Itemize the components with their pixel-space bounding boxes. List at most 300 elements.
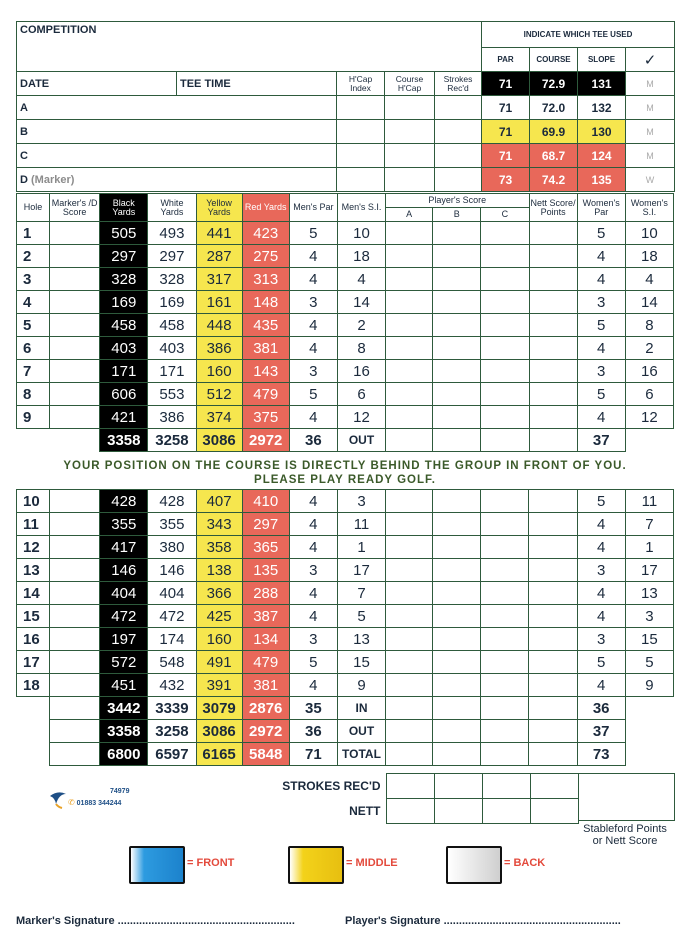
hole-row bbox=[17, 406, 674, 429]
nett-total[interactable] bbox=[530, 799, 578, 824]
player-c-heading: C bbox=[481, 208, 529, 222]
white-tee-par: 71 bbox=[482, 96, 530, 120]
womens-par: 3 bbox=[577, 360, 625, 383]
player-b-name[interactable]: B bbox=[17, 120, 337, 144]
competition-field[interactable]: COMPETITION bbox=[17, 22, 482, 72]
score-a-cell[interactable] bbox=[386, 674, 433, 697]
womens-par: 3 bbox=[577, 628, 625, 651]
mens-si: 8 bbox=[337, 337, 385, 360]
score-b-cell[interactable] bbox=[433, 222, 481, 245]
black-yards: 297 bbox=[100, 245, 148, 268]
total-blank bbox=[625, 720, 673, 743]
marker-score-cell[interactable] bbox=[50, 674, 100, 697]
score-a-cell[interactable] bbox=[386, 605, 433, 628]
nett-score-cell[interactable] bbox=[529, 360, 577, 383]
white-yards: 386 bbox=[148, 406, 196, 429]
nett-score-cell[interactable] bbox=[529, 268, 577, 291]
womens-si: 7 bbox=[625, 513, 673, 536]
player-c-hcap[interactable] bbox=[337, 144, 385, 168]
strokes-recd-heading: Strokes Rec'd bbox=[435, 72, 482, 96]
womens-si: 3 bbox=[625, 605, 673, 628]
womens-par: 4 bbox=[577, 674, 625, 697]
total-nett[interactable] bbox=[529, 697, 577, 720]
nett-score-cell[interactable] bbox=[529, 651, 577, 674]
out-score-c[interactable] bbox=[481, 429, 529, 452]
score-a-cell[interactable] bbox=[386, 383, 433, 406]
date-field[interactable]: DATE bbox=[17, 72, 177, 96]
mens-si: 14 bbox=[337, 291, 385, 314]
out-yellow-yards: 3086 bbox=[196, 429, 242, 452]
total-black-yards: 6800 bbox=[100, 743, 148, 766]
hole-row bbox=[17, 268, 674, 291]
score-a-cell[interactable] bbox=[386, 628, 433, 651]
red-yards: 134 bbox=[242, 628, 289, 651]
yellow-yards: 160 bbox=[196, 628, 242, 651]
womens-si: 2 bbox=[625, 337, 673, 360]
mens-si: 12 bbox=[337, 406, 385, 429]
mens-si: 11 bbox=[337, 513, 385, 536]
message-line-2: PLEASE PLAY READY GOLF. bbox=[254, 474, 436, 486]
hole-number: 13 bbox=[17, 559, 50, 582]
stableford-box[interactable] bbox=[578, 773, 675, 821]
score-a-cell[interactable] bbox=[386, 513, 433, 536]
yellow-yards: 512 bbox=[196, 383, 242, 406]
player-c-name[interactable]: C bbox=[17, 144, 337, 168]
yellow-yards: 287 bbox=[196, 245, 242, 268]
total-marker-cell[interactable] bbox=[50, 697, 100, 720]
white-yards: 380 bbox=[148, 536, 196, 559]
red-yards: 143 bbox=[242, 360, 289, 383]
marker-score-cell[interactable] bbox=[50, 383, 100, 406]
marker-score-cell[interactable] bbox=[50, 559, 100, 582]
score-c-cell[interactable] bbox=[481, 536, 529, 559]
red-women-tee-course: 74.2 bbox=[530, 168, 578, 192]
header-table bbox=[16, 21, 675, 192]
hole-number: 18 bbox=[17, 674, 50, 697]
nett-score-cell[interactable] bbox=[529, 406, 577, 429]
marker-score-cell[interactable] bbox=[50, 222, 100, 245]
nett-c[interactable] bbox=[482, 799, 530, 824]
black-yards: 404 bbox=[100, 582, 148, 605]
total-womens-par: 37 bbox=[577, 720, 625, 743]
total-womens-par: 36 bbox=[577, 697, 625, 720]
womens-par: 4 bbox=[577, 245, 625, 268]
tee-time-field[interactable]: TEE TIME bbox=[177, 72, 337, 96]
score-c-cell[interactable] bbox=[481, 406, 529, 429]
nett-score-heading: Nett Score/ Points bbox=[529, 194, 577, 222]
marker-score-cell[interactable] bbox=[50, 360, 100, 383]
total-blank bbox=[625, 697, 673, 720]
player-a-course-hcap[interactable] bbox=[385, 96, 435, 120]
yellow-yards: 448 bbox=[196, 314, 242, 337]
total-score-b[interactable] bbox=[433, 720, 481, 743]
yellow-tee-select[interactable]: M bbox=[626, 120, 675, 144]
logo-phone: ✆ 01883 344244 bbox=[68, 798, 122, 807]
player-a-heading: A bbox=[386, 208, 433, 222]
hole-number: 4 bbox=[17, 291, 50, 314]
total-blank bbox=[17, 743, 50, 766]
total-blank bbox=[17, 697, 50, 720]
score-c-cell[interactable] bbox=[481, 559, 529, 582]
score-b-cell[interactable] bbox=[433, 406, 481, 429]
womens-si: 6 bbox=[625, 383, 673, 406]
red-yards-heading: Red Yards bbox=[242, 194, 289, 222]
marker-score-cell[interactable] bbox=[50, 406, 100, 429]
black-yards: 197 bbox=[100, 628, 148, 651]
nett-score-cell[interactable] bbox=[529, 337, 577, 360]
total-row bbox=[17, 697, 674, 720]
score-a-cell[interactable] bbox=[386, 360, 433, 383]
marker-score-cell[interactable] bbox=[50, 605, 100, 628]
mens-par: 3 bbox=[289, 360, 337, 383]
mens-par: 4 bbox=[289, 490, 337, 513]
hole-number: 3 bbox=[17, 268, 50, 291]
hole-row bbox=[17, 674, 674, 697]
mens-par-heading: Men's Par bbox=[289, 194, 337, 222]
nett-score-cell[interactable] bbox=[529, 582, 577, 605]
hole-number: 12 bbox=[17, 536, 50, 559]
black-yards: 505 bbox=[100, 222, 148, 245]
black-yards: 171 bbox=[100, 360, 148, 383]
total-womens-par: 73 bbox=[577, 743, 625, 766]
nett-score-cell[interactable] bbox=[529, 605, 577, 628]
strokes-recd-nett[interactable] bbox=[530, 774, 578, 799]
strokes-recd-label: STROKES REC'D bbox=[282, 779, 381, 793]
white-yards: 355 bbox=[148, 513, 196, 536]
red-yards: 288 bbox=[242, 582, 289, 605]
check-icon: ✓ bbox=[626, 48, 675, 72]
marker-score-cell[interactable] bbox=[50, 628, 100, 651]
nett-score-cell[interactable] bbox=[529, 559, 577, 582]
hole-number: 17 bbox=[17, 651, 50, 674]
mens-si: 2 bbox=[337, 314, 385, 337]
womens-par: 4 bbox=[577, 406, 625, 429]
mens-par: 4 bbox=[289, 605, 337, 628]
strokes-recd-c[interactable] bbox=[482, 774, 530, 799]
womens-si: 1 bbox=[625, 536, 673, 559]
black-yards: 328 bbox=[100, 268, 148, 291]
score-b-cell[interactable] bbox=[433, 559, 481, 582]
womens-si: 17 bbox=[625, 559, 673, 582]
score-b-cell[interactable] bbox=[433, 360, 481, 383]
score-c-cell[interactable] bbox=[481, 222, 529, 245]
black-yards: 146 bbox=[100, 559, 148, 582]
mens-si: 6 bbox=[337, 383, 385, 406]
total-score-a[interactable] bbox=[386, 720, 433, 743]
marker-signature-line[interactable]: Marker's Signature .......................................................... bbox=[16, 915, 295, 927]
white-yards-heading: White Yards bbox=[148, 194, 196, 222]
score-b-cell[interactable] bbox=[433, 383, 481, 406]
marker-score-heading: Marker's /D Score bbox=[50, 194, 100, 222]
hole-number: 7 bbox=[17, 360, 50, 383]
message-line-1: YOUR POSITION ON THE COURSE IS DIRECTLY BEHIND THE GROUP IN FRONT OF YOU. bbox=[63, 460, 627, 472]
score-b-cell[interactable] bbox=[433, 291, 481, 314]
nett-score-cell[interactable] bbox=[529, 314, 577, 337]
marker-score-cell[interactable] bbox=[50, 291, 100, 314]
marker-score-cell[interactable] bbox=[50, 268, 100, 291]
total-score-a[interactable] bbox=[386, 697, 433, 720]
score-b-cell[interactable] bbox=[433, 337, 481, 360]
hole-row bbox=[17, 383, 674, 406]
hole-row bbox=[17, 628, 674, 651]
score-c-cell[interactable] bbox=[481, 582, 529, 605]
white-tee-select[interactable]: M bbox=[626, 96, 675, 120]
score-c-cell[interactable] bbox=[481, 674, 529, 697]
white-tee-slope: 132 bbox=[578, 96, 626, 120]
player-signature-line[interactable]: Player's Signature .......................................................... bbox=[345, 915, 621, 927]
player-b-heading: B bbox=[433, 208, 481, 222]
mens-par: 4 bbox=[289, 314, 337, 337]
nett-score-cell[interactable] bbox=[529, 628, 577, 651]
hole-row bbox=[17, 490, 674, 513]
out-score-a[interactable] bbox=[386, 429, 433, 452]
hole-number: 11 bbox=[17, 513, 50, 536]
yellow-yards: 161 bbox=[196, 291, 242, 314]
black-tee-select[interactable]: M bbox=[626, 72, 675, 96]
total-red-yards: 2876 bbox=[242, 697, 289, 720]
mens-si: 9 bbox=[337, 674, 385, 697]
hole-number: 9 bbox=[17, 406, 50, 429]
red-men-tee-select[interactable]: M bbox=[626, 144, 675, 168]
score-c-cell[interactable] bbox=[481, 383, 529, 406]
total-blank bbox=[17, 720, 50, 743]
score-b-cell[interactable] bbox=[433, 245, 481, 268]
player-a-hcap[interactable] bbox=[337, 96, 385, 120]
hole-number: 10 bbox=[17, 490, 50, 513]
total-score-b[interactable] bbox=[433, 697, 481, 720]
score-c-cell[interactable] bbox=[481, 291, 529, 314]
nett-score-cell[interactable] bbox=[529, 513, 577, 536]
score-c-cell[interactable] bbox=[481, 268, 529, 291]
total-nett[interactable] bbox=[529, 743, 577, 766]
marker-score-cell[interactable] bbox=[50, 651, 100, 674]
out-score-b[interactable] bbox=[433, 429, 481, 452]
red-women-tee-par: 73 bbox=[482, 168, 530, 192]
nett-score-cell[interactable] bbox=[529, 383, 577, 406]
womens-par: 4 bbox=[577, 268, 625, 291]
hole-row bbox=[17, 536, 674, 559]
white-yards: 548 bbox=[148, 651, 196, 674]
score-a-cell[interactable] bbox=[386, 406, 433, 429]
marker-score-cell[interactable] bbox=[50, 513, 100, 536]
score-b-cell[interactable] bbox=[433, 314, 481, 337]
red-yards: 423 bbox=[242, 222, 289, 245]
player-d-strokes[interactable] bbox=[435, 168, 482, 192]
score-a-cell[interactable] bbox=[386, 222, 433, 245]
player-d-hcap[interactable] bbox=[337, 168, 385, 192]
score-c-cell[interactable] bbox=[481, 513, 529, 536]
hole-row bbox=[17, 314, 674, 337]
womens-si: 4 bbox=[625, 268, 673, 291]
player-c-strokes[interactable] bbox=[435, 144, 482, 168]
score-c-cell[interactable] bbox=[481, 360, 529, 383]
hole-row bbox=[17, 222, 674, 245]
red-yards: 381 bbox=[242, 674, 289, 697]
player-d-name[interactable]: D (Marker) bbox=[17, 168, 337, 192]
total-score-a[interactable] bbox=[386, 743, 433, 766]
mens-par: 4 bbox=[289, 245, 337, 268]
score-a-cell[interactable] bbox=[386, 268, 433, 291]
score-b-cell[interactable] bbox=[433, 513, 481, 536]
red-yards: 297 bbox=[242, 513, 289, 536]
hole-number: 5 bbox=[17, 314, 50, 337]
score-c-cell[interactable] bbox=[481, 314, 529, 337]
red-yards: 479 bbox=[242, 651, 289, 674]
score-c-cell[interactable] bbox=[481, 490, 529, 513]
nett-score-cell[interactable] bbox=[529, 490, 577, 513]
total-row bbox=[17, 743, 674, 766]
hole-row bbox=[17, 582, 674, 605]
yellow-yards: 358 bbox=[196, 536, 242, 559]
total-marker-cell[interactable] bbox=[50, 720, 100, 743]
marker-score-cell[interactable] bbox=[50, 314, 100, 337]
total-score-c[interactable] bbox=[481, 743, 529, 766]
white-yards: 472 bbox=[148, 605, 196, 628]
score-c-cell[interactable] bbox=[481, 245, 529, 268]
yellow-yards: 374 bbox=[196, 406, 242, 429]
player-c-course-hcap[interactable] bbox=[385, 144, 435, 168]
score-a-cell[interactable] bbox=[386, 536, 433, 559]
red-yards: 387 bbox=[242, 605, 289, 628]
score-c-cell[interactable] bbox=[481, 628, 529, 651]
course-hcap-heading: Course H'Cap bbox=[385, 72, 435, 96]
total-score-c[interactable] bbox=[481, 697, 529, 720]
score-a-cell[interactable] bbox=[386, 651, 433, 674]
total-yellow-yards: 3079 bbox=[196, 697, 242, 720]
white-yards: 169 bbox=[148, 291, 196, 314]
score-a-cell[interactable] bbox=[386, 291, 433, 314]
white-yards: 432 bbox=[148, 674, 196, 697]
ready-golf-message bbox=[16, 459, 674, 487]
womens-si: 10 bbox=[625, 222, 673, 245]
score-a-cell[interactable] bbox=[386, 490, 433, 513]
score-a-cell[interactable] bbox=[386, 559, 433, 582]
total-mens-par: 35 bbox=[289, 697, 337, 720]
printer-logo bbox=[48, 788, 148, 818]
players-score-heading: Player's Score bbox=[386, 194, 529, 208]
womens-par: 3 bbox=[577, 291, 625, 314]
marker-score-cell[interactable] bbox=[50, 536, 100, 559]
total-row bbox=[17, 720, 674, 743]
middle-tee-label: = MIDDLE bbox=[346, 857, 398, 869]
player-b-strokes[interactable] bbox=[435, 120, 482, 144]
score-a-cell[interactable] bbox=[386, 582, 433, 605]
womens-si: 5 bbox=[625, 651, 673, 674]
womens-par: 4 bbox=[577, 513, 625, 536]
total-nett[interactable] bbox=[529, 720, 577, 743]
score-c-cell[interactable] bbox=[481, 651, 529, 674]
yellow-tee-course: 69.9 bbox=[530, 120, 578, 144]
score-a-cell[interactable] bbox=[386, 337, 433, 360]
black-yards: 606 bbox=[100, 383, 148, 406]
out-black-yards: 3358 bbox=[100, 429, 148, 452]
score-b-cell[interactable] bbox=[433, 651, 481, 674]
womens-par: 4 bbox=[577, 605, 625, 628]
red-yards: 135 bbox=[242, 559, 289, 582]
womens-si: 8 bbox=[625, 314, 673, 337]
white-yards: 553 bbox=[148, 383, 196, 406]
mens-par: 4 bbox=[289, 582, 337, 605]
hole-row bbox=[17, 337, 674, 360]
score-b-cell[interactable] bbox=[433, 536, 481, 559]
score-b-cell[interactable] bbox=[433, 490, 481, 513]
total-score-b[interactable] bbox=[433, 743, 481, 766]
out-nett[interactable] bbox=[529, 429, 577, 452]
player-d-course-hcap[interactable] bbox=[385, 168, 435, 192]
score-b-cell[interactable] bbox=[433, 674, 481, 697]
front-tee-label: = FRONT bbox=[187, 857, 235, 869]
score-b-cell[interactable] bbox=[433, 268, 481, 291]
white-yards: 146 bbox=[148, 559, 196, 582]
hole-row bbox=[17, 513, 674, 536]
hole-row bbox=[17, 245, 674, 268]
total-marker-cell[interactable] bbox=[50, 743, 100, 766]
hole-heading: Hole bbox=[17, 194, 50, 222]
nett-score-cell[interactable] bbox=[529, 245, 577, 268]
mens-si: 16 bbox=[337, 360, 385, 383]
player-a-name[interactable]: A bbox=[17, 96, 337, 120]
yellow-yards: 386 bbox=[196, 337, 242, 360]
score-a-cell[interactable] bbox=[386, 245, 433, 268]
mens-par: 4 bbox=[289, 337, 337, 360]
total-black-yards: 3442 bbox=[100, 697, 148, 720]
strokes-recd-a[interactable] bbox=[387, 774, 434, 799]
strokes-recd-b[interactable] bbox=[434, 774, 482, 799]
womens-si: 16 bbox=[625, 360, 673, 383]
nett-score-cell[interactable] bbox=[529, 222, 577, 245]
white-yards: 297 bbox=[148, 245, 196, 268]
yellow-yards: 391 bbox=[196, 674, 242, 697]
nett-score-cell[interactable] bbox=[529, 291, 577, 314]
total-red-yards: 2972 bbox=[242, 720, 289, 743]
score-c-cell[interactable] bbox=[481, 337, 529, 360]
marker-score-cell[interactable] bbox=[50, 582, 100, 605]
womens-si: 15 bbox=[625, 628, 673, 651]
nett-a[interactable] bbox=[387, 799, 434, 824]
player-b-hcap[interactable] bbox=[337, 120, 385, 144]
hole-row bbox=[17, 559, 674, 582]
marker-score-cell[interactable] bbox=[50, 337, 100, 360]
total-blank bbox=[625, 743, 673, 766]
back-tee-label: = BACK bbox=[504, 857, 546, 869]
womens-par: 5 bbox=[577, 314, 625, 337]
nett-score-cell[interactable] bbox=[529, 536, 577, 559]
mens-si: 10 bbox=[337, 222, 385, 245]
marker-score-cell[interactable] bbox=[50, 245, 100, 268]
hole-number: 8 bbox=[17, 383, 50, 406]
score-a-cell[interactable] bbox=[386, 314, 433, 337]
nett-b[interactable] bbox=[434, 799, 482, 824]
womens-par: 5 bbox=[577, 222, 625, 245]
score-b-cell[interactable] bbox=[433, 605, 481, 628]
womens-si: 18 bbox=[625, 245, 673, 268]
nett-score-cell[interactable] bbox=[529, 674, 577, 697]
player-b-course-hcap[interactable] bbox=[385, 120, 435, 144]
score-c-cell[interactable] bbox=[481, 605, 529, 628]
black-yards: 572 bbox=[100, 651, 148, 674]
black-tee-course: 72.9 bbox=[530, 72, 578, 96]
white-yards: 428 bbox=[148, 490, 196, 513]
total-score-c[interactable] bbox=[481, 720, 529, 743]
score-b-cell[interactable] bbox=[433, 628, 481, 651]
score-b-cell[interactable] bbox=[433, 582, 481, 605]
player-a-strokes[interactable] bbox=[435, 96, 482, 120]
womens-par-heading: Women's Par bbox=[577, 194, 625, 222]
red-women-tee-select[interactable]: W bbox=[626, 168, 675, 192]
black-yards: 355 bbox=[100, 513, 148, 536]
marker-score-cell[interactable] bbox=[50, 490, 100, 513]
red-men-tee-par: 71 bbox=[482, 144, 530, 168]
